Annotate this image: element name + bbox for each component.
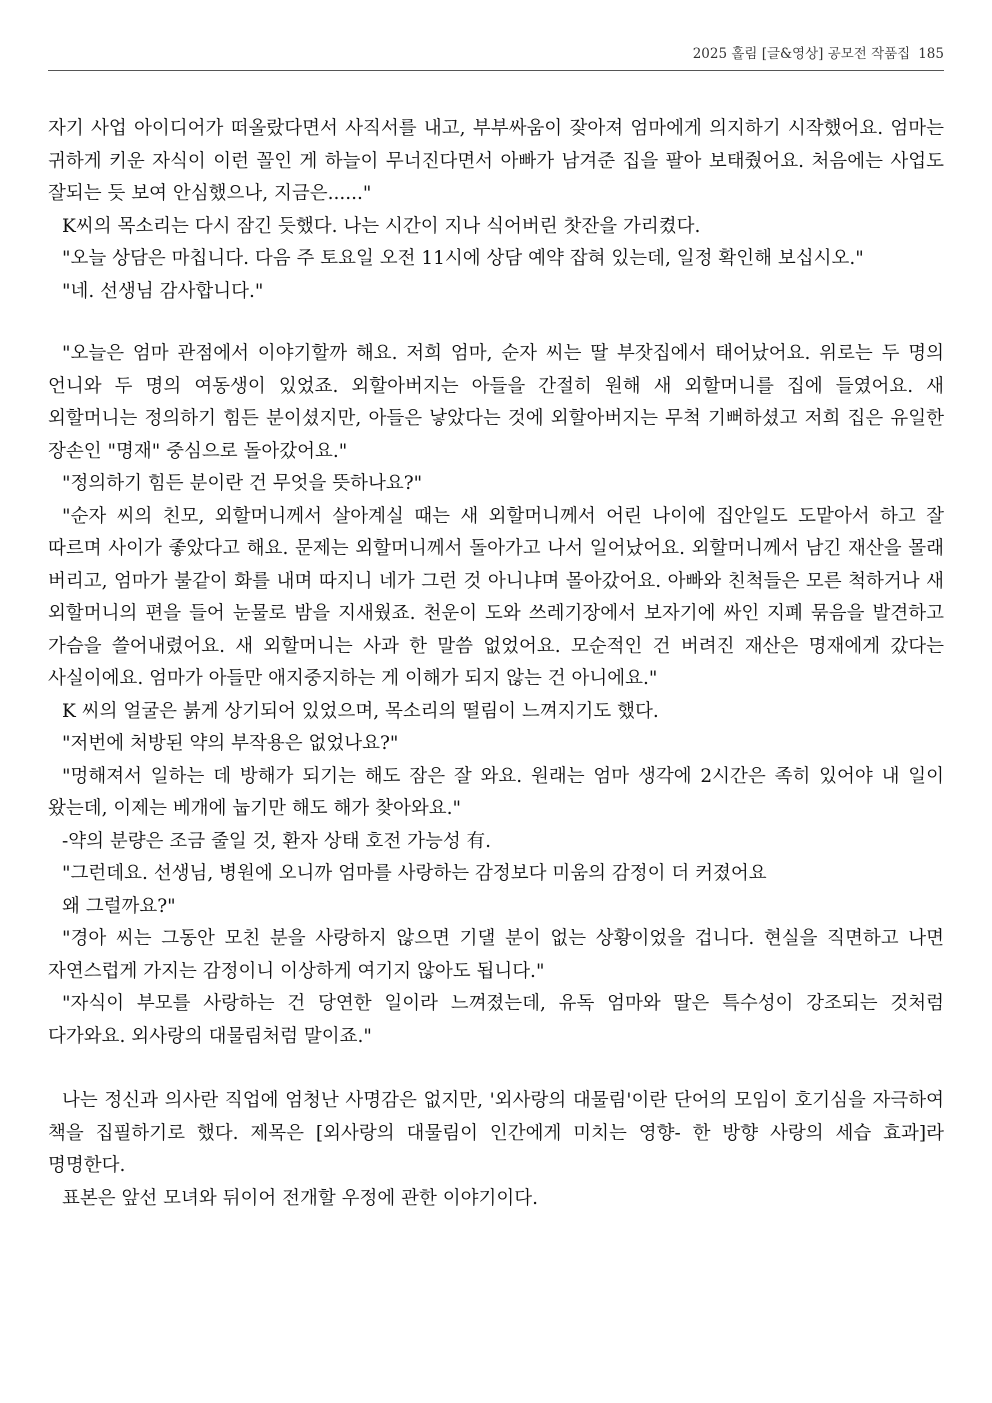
- paragraph: K씨의 목소리는 다시 잠긴 듯했다. 나는 시간이 지나 식어버린 찻잔을 가리켰다.: [62, 215, 701, 237]
- paragraph: "네. 선생님 감사합니다.": [62, 280, 264, 302]
- paragraph: K 씨의 얼굴은 붉게 상기되어 있었으며, 목소리의 떨림이 느껴지기도 했다.: [62, 700, 659, 722]
- section-gap: [48, 1053, 944, 1085]
- body-text: [48, 113, 944, 1215]
- paragraph: -약의 분량은 조금 줄일 것, 환자 상태 호전 가능성 有.: [62, 830, 491, 852]
- running-title: 2025 홀림 [글&영상] 공모전 작품집: [692, 46, 911, 62]
- paragraph: "정의하기 힘든 분이란 건 무엇을 뜻하나요?": [62, 473, 423, 494]
- paragraph: 표본은 앞선 모녀와 뒤이어 전개할 우정에 관한 이야기이다.: [62, 1187, 538, 1209]
- paragraph: 왜 그럴까요?": [62, 895, 176, 917]
- paragraph: "오늘 상담은 마칩니다. 다음 주 토요일 오전 11시에 상담 예약 잡혀 있는데, 일정 확인해 보십시오.": [62, 248, 864, 269]
- paragraph: "자식이 부모를 사랑하는 건 당연한 일이라 느껴졌는데, 유독 엄마와 딸은 특수성이 강조되는 것처럼 다가와요. 외사랑의 대물림처럼 말이죠.": [48, 993, 944, 1047]
- paragraph: 자기 사업 아이디어가 떠올랐다면서 사직서를 내고, 부부싸움이 잦아져 엄마에게 의지하기 시작했어요. 엄마는 귀하게 키운 자식이 이런 꼴인 게 하늘이 무너진다면서 아빠가 남겨준 집을 팔아 보태줬어요. 처음에는 사업도 잘되는 듯 보여 안심했으나, 지금은......": [48, 118, 944, 204]
- paragraph: 나는 정신과 의사란 직업에 엄청난 사명감은 없지만, '외사랑의 대물림'이란 단어의 모임이 호기심을 자극하여 책을 집필하기로 했다. 제목은 [외사랑의 대물림이 인간에게 미치는 영향- 한 방향 사랑의 세습 효과]라 명명한다.: [48, 1090, 944, 1176]
- page-header: [48, 44, 944, 71]
- running-head: [693, 44, 944, 64]
- paragraph: "순자 씨의 친모, 외할머니께서 살아계실 때는 새 외할머니께서 어린 나이에 집안일도 도맡아서 하고 잘 따르며 사이가 좋았다고 해요. 문제는 외할머니께서 돌아가고 나서 일어났어요. 외할머니께서 남긴 재산을 몰래 버리고, 엄마가 불같이 화를 내며 따지니 네가 그런 것 아니냐며 몰아갔어요. 아빠와 친척들은 모른 척하거나 새 외할머니의 편을 들어 눈물로 밤을 지새웠죠. 천운이 도와 쓰레기장에서 보자기에 싸인 지폐 묶음을 발견하고 가슴을 쓸어내렸어요. 새 외할머니는 사과 한 말씀 없었어요. 모순적인 건 버려진 재산은 명재에게 갔다는 사실이에요. 엄마가 아들만 애지중지하는 게 이해가 되지 않는 건 아니에요.": [48, 505, 944, 689]
- paragraph: "오늘은 엄마 관점에서 이야기할까 해요. 저희 엄마, 순자 씨는 딸 부잣집에서 태어났어요. 위로는 두 명의 언니와 두 명의 여동생이 있었죠. 외할아버지는 아들을 간절히 원해 새 외할머니를 집에 들였어요. 새 외할머니는 정의하기 힘든 분이셨지만, 아들은 낳았다는 것에 외할아버지는 무척 기뻐하셨고 저희 집은 유일한 장손인 "명재" 중심으로 돌아갔어요.": [48, 343, 944, 462]
- paragraph: "경아 씨는 그동안 모친 분을 사랑하지 않으면 기댈 분이 없는 상황이었을 겁니다. 현실을 직면하고 나면 자연스럽게 가지는 감정이니 이상하게 여기지 않아도 됩니다.": [48, 928, 944, 982]
- paragraph: "저번에 처방된 약의 부작용은 없었나요?": [62, 733, 399, 754]
- paragraph: "그런데요. 선생님, 병원에 오니까 엄마를 사랑하는 감정보다 미움의 감정이 더 커졌어요: [62, 863, 767, 884]
- page-number: 185: [918, 46, 944, 62]
- paragraph: "멍해져서 일하는 데 방해가 되기는 해도 잠은 잘 와요. 원래는 엄마 생각에 2시간은 족히 있어야 내 일이 왔는데, 이제는 베개에 눕기만 해도 해가 찾아와요.": [48, 765, 944, 819]
- section-gap: [48, 308, 944, 338]
